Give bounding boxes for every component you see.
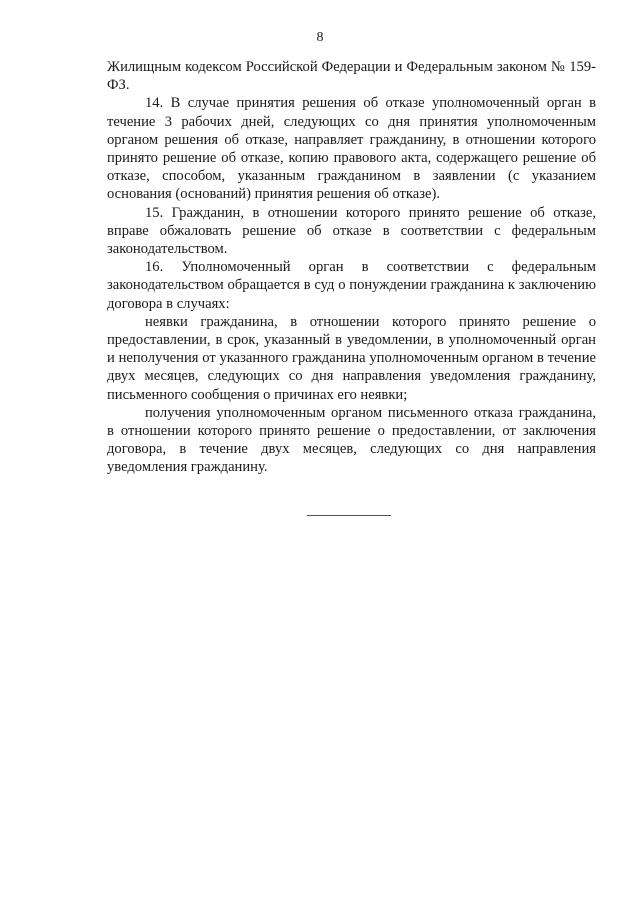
paragraph-clause-14: 14. В случае принятия решения об отказе уполномоченный орган в течение 3 рабочих дней, следующих со дня принятия уполномоченным органом решения об отказе, направляет гражданину, в отношении которого принято решение об отказе, копию правового акта, содержащего решение об отказе, способом, указанным гражданином в заявлении (с указанием основания (оснований) принятия решения об отказе). (107, 95, 596, 203)
document-body (107, 58, 596, 516)
end-divider-line (307, 515, 391, 516)
paragraph-case-no-show: неявки гражданина, в отношении которого принято решение о предоставлении, в срок, указанный в уведомлении, в уполномоченный орган и неполучения от указанного гражданина уполномоченным органом в течение двух месяцев, следующих со дня направления уведомления гражданину, письменного сообщения о причинах его неявки; (107, 313, 596, 403)
paragraph-continuation: Жилищным кодексом Российской Федерации и Федеральным законом № 159-ФЗ. (107, 59, 596, 94)
paragraph-clause-15: 15. Гражданин, в отношении которого принято решение об отказе, вправе обжаловать решение об отказе в соответствии с федеральным законодательством. (107, 204, 596, 258)
page-number: 8 (316, 30, 324, 45)
paragraph-clause-16: 16. Уполномоченный орган в соответствии с федеральным законодательством обращается в суд о понуждении гражданина к заключению договора в случаях: (107, 259, 596, 312)
paragraph-case-refusal: получения уполномоченным органом письменного отказа гражданина, в отношении которого принято решение о предоставлении, от заключения договора, в течение двух месяцев, следующих со дня направления уведомления гражданину. (107, 404, 596, 476)
